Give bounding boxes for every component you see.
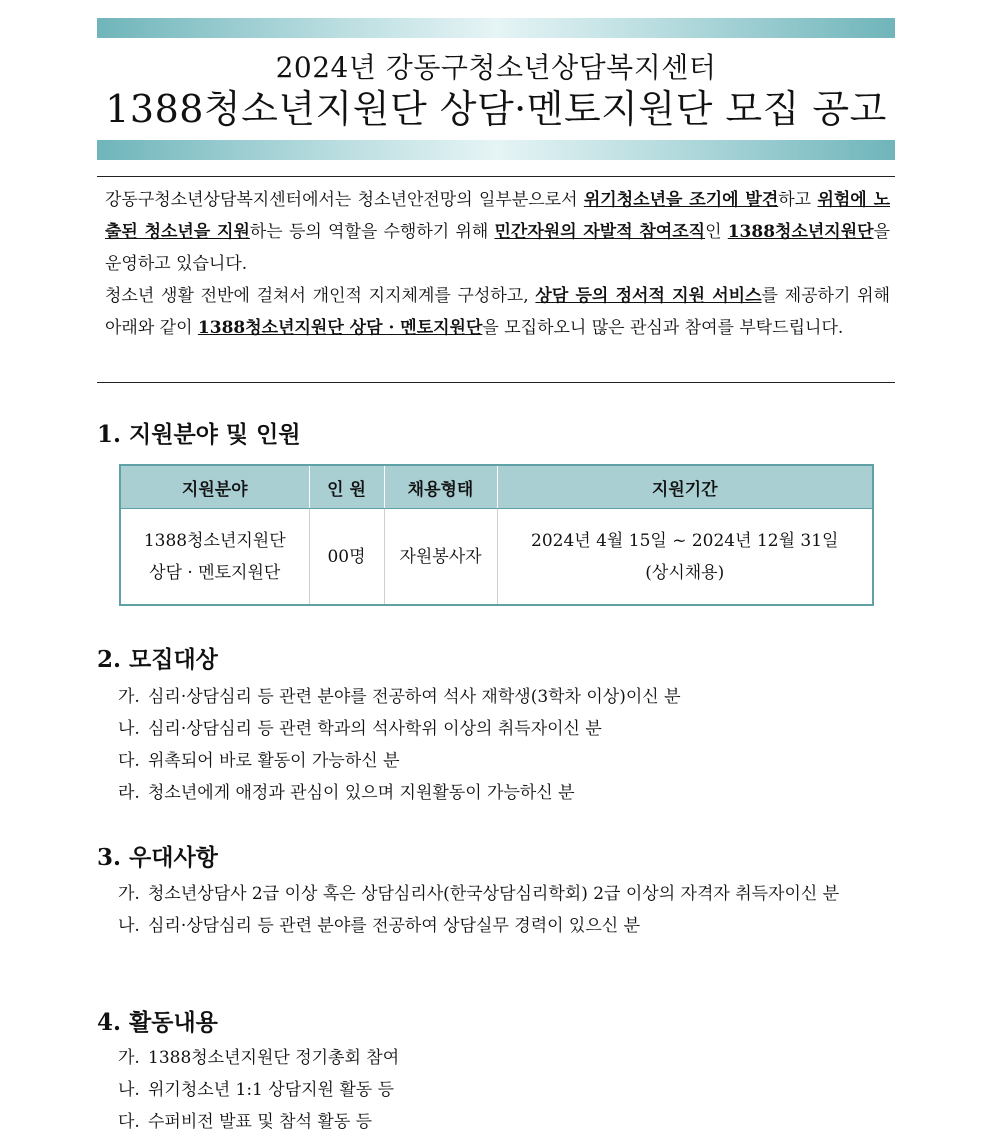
field-line-1: 1388청소년지원단: [143, 530, 286, 551]
intro-bottom-rule: [97, 382, 895, 383]
cell-count: 00명: [309, 509, 384, 606]
header-bar-bottom: [97, 140, 895, 160]
intro-paragraph-2: [105, 280, 890, 344]
table-row: [120, 509, 873, 606]
list-item: [118, 713, 893, 745]
period-line-1: 2024년 4월 15일 ~ 2024년 12월 31일: [531, 530, 839, 551]
list-marker: 나.: [118, 719, 140, 739]
list-marker: 다.: [118, 751, 140, 771]
list-item: [118, 1074, 893, 1106]
list-text: 청소년상담사 2급 이상 혹은 상담심리사(한국상담심리학회) 2급 이상의 자격자 취득자이신 분: [148, 884, 840, 904]
list-text: 청소년에게 애정과 관심이 있으며 지원활동이 가능하신 분: [148, 783, 575, 803]
section-3-title: 3. 우대사항: [97, 844, 218, 871]
body-text: 를 제공하기 위해 아래와 같이: [105, 286, 890, 338]
header-count: 인 원: [309, 465, 384, 509]
list-item: [118, 745, 893, 777]
list-item: [118, 878, 893, 910]
body-text: 강동구청소년상담복지센터에서는 청소년안전망의 일부분으로서: [105, 190, 584, 210]
section-2-title: 2. 모집대상: [97, 646, 218, 673]
section-4-title: 4. 활동내용: [97, 1009, 218, 1036]
list-item: [118, 1042, 893, 1074]
emphasis-text: 1388청소년지원단: [727, 222, 874, 242]
list-text: 심리·상담심리 등 관련 분야를 전공하여 석사 재학생(3학차 이상)이신 분: [148, 687, 681, 707]
list-text: 위기청소년 1:1 상담지원 활동 등: [148, 1080, 395, 1100]
intro-paragraph-1: [105, 184, 890, 280]
list-marker: 가.: [118, 884, 140, 904]
list-item: [118, 777, 893, 809]
list-item: [118, 910, 893, 942]
page-title-main: 1388청소년지원단 상담·멘토지원단 모집 공고: [105, 87, 887, 131]
header-bar-top: [97, 18, 895, 38]
header-type: 채용형태: [384, 465, 497, 509]
emphasis-text: 위기청소년을 조기에 발견: [583, 190, 779, 210]
list-marker: 나.: [118, 916, 140, 936]
emphasis-text: 민간자원의 자발적 참여조직: [494, 222, 706, 242]
list-text: 수퍼비전 발표 및 참석 활동 등: [148, 1112, 373, 1132]
intro-top-rule: [97, 176, 895, 177]
cell-type: 자원봉사자: [384, 509, 497, 606]
emphasis-text: 상담 등의 정서적 지원 서비스: [535, 286, 762, 306]
page-title-year: 2024년 강동구청소년상담복지센터: [275, 51, 717, 84]
list-text: 심리·상담심리 등 관련 분야를 전공하여 상담실무 경력이 있으신 분: [148, 916, 641, 936]
cell-field: [120, 509, 309, 606]
emphasis-text: 1388청소년지원단 상담 · 멘토지원단: [197, 318, 483, 338]
list-marker: 라.: [118, 783, 140, 803]
body-text: 을 운영하고 있습니다.: [105, 222, 891, 274]
section-1-title: 1. 지원분야 및 인원: [97, 421, 301, 448]
list-text: 위촉되어 바로 활동이 가능하신 분: [148, 751, 400, 771]
body-text: 청소년 생활 전반에 걸쳐서 개인적 지지체계를 구성하고,: [105, 286, 536, 306]
list-text: 심리·상담심리 등 관련 학과의 석사학위 이상의 취득자이신 분: [148, 719, 602, 739]
intro-box: [105, 184, 890, 344]
list-marker: 가.: [118, 1048, 140, 1068]
list-marker: 나.: [118, 1080, 140, 1100]
field-line-2: 상담 · 멘토지원단: [149, 562, 281, 583]
body-text: 인: [705, 222, 728, 242]
emphasis-text: 위험에 노출된 청소년을 지원: [105, 190, 891, 242]
list-item: [118, 681, 893, 713]
application-table: [119, 464, 874, 606]
section-4-list: [118, 1042, 893, 1138]
list-text: 1388청소년지원단 정기총회 참여: [148, 1048, 400, 1068]
list-marker: 가.: [118, 687, 140, 707]
section-2-list: [118, 681, 893, 809]
cell-period: [497, 509, 873, 606]
body-text: 을 모집하오니 많은 관심과 참여를 부탁드립니다.: [482, 318, 844, 338]
body-text: 하는 등의 역할을 수행하기 위해: [249, 222, 495, 242]
period-line-2: (상시채용): [645, 562, 725, 583]
list-marker: 다.: [118, 1112, 140, 1132]
body-text: 하고: [778, 190, 818, 210]
header-period: 지원기간: [497, 465, 873, 509]
section-3-list: [118, 878, 893, 942]
list-item: [118, 1106, 893, 1138]
header-field: 지원분야: [120, 465, 309, 509]
